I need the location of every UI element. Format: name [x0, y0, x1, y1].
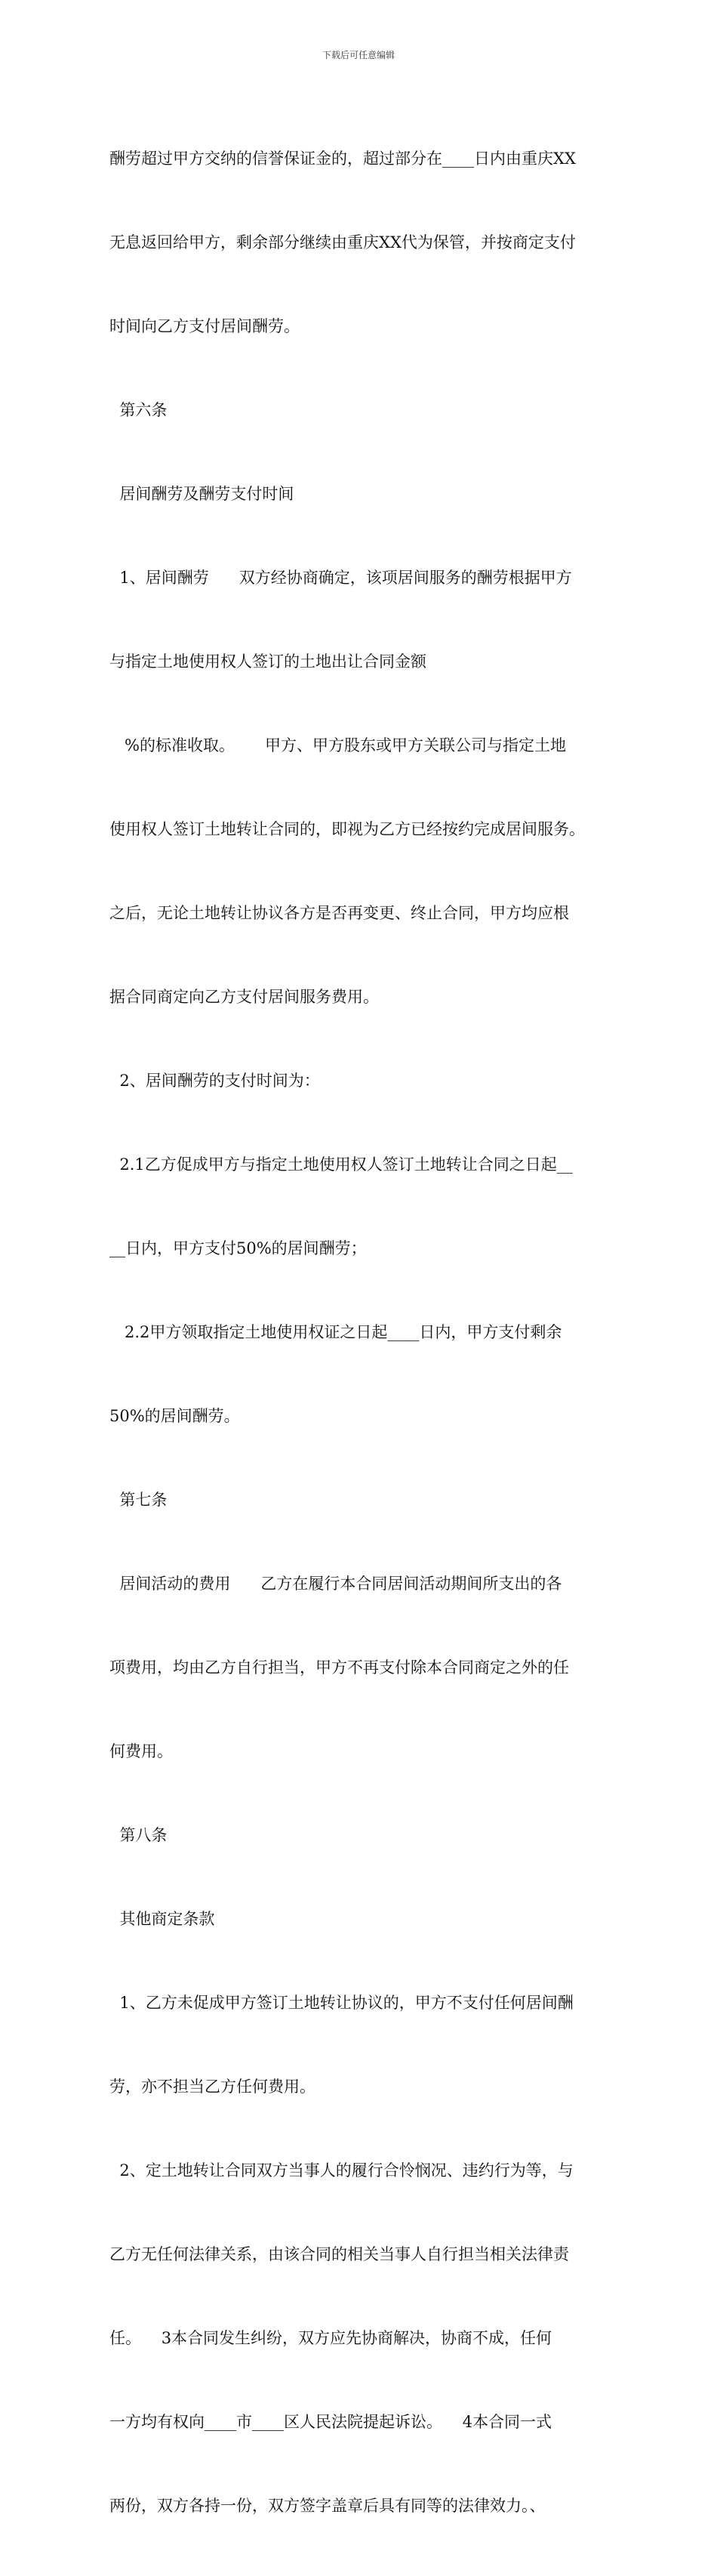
text-line: 2.2甲方领取指定土地使用权证之日起____日内，甲方支付剩余	[109, 1323, 562, 1341]
section-heading: 第八条	[109, 1826, 168, 1844]
text-line: %的标准收取。 甲方、甲方股东或甲方关联公司与指定土地	[109, 736, 567, 754]
text-line: 1、居间酬劳 双方经协商确定，该项居间服务的酬劳根据甲方	[109, 569, 572, 587]
text-line: 时间向乙方支付居间酬劳。	[109, 317, 300, 335]
text-line: 何费用。	[109, 1742, 173, 1760]
text-line: 劳，亦不担当乙方任何费用。	[109, 2078, 315, 2096]
text-line: 酬劳超过甲方交纳的信誉保证金的，超过部分在____日内由重庆XX	[109, 150, 576, 168]
text-line: 乙方无任何法律关系，由该合同的相关当事人自行担当相关法律责	[109, 2245, 569, 2263]
text-line: 一方均有权向____市____区人民法院提起诉讼。 4本合同一式	[109, 2413, 552, 2431]
text-line: 两份，双方各持一份，双方签字盖章后具有同等的法律效力。、	[109, 2497, 546, 2515]
section-title: 居间酬劳及酬劳支付时间	[109, 485, 294, 503]
text-line: 2、居间酬劳的支付时间为：	[109, 1072, 320, 1090]
section-title: 其他商定条款	[109, 1910, 215, 1928]
text-line: 之后，无论土地转让协议各方是否再变更、终止合同，甲方均应根	[109, 904, 569, 922]
text-line: __日内，甲方支付50%的居间酬劳；	[109, 1239, 367, 1257]
text-line: 居间活动的费用 乙方在履行本合同居间活动期间所支出的各	[109, 1575, 562, 1593]
text-line: 50%的居间酬劳。	[109, 1407, 240, 1425]
text-line: 任。 3本合同发生纠纷，双方应先协商解决，协商不成，任何	[109, 2329, 552, 2347]
text-line: 2.1乙方促成甲方与指定土地使用权人签订土地转让合同之日起__	[109, 1155, 573, 1174]
section-heading: 第六条	[109, 401, 168, 419]
text-line: 1、乙方未促成甲方签订土地转让协议的，甲方不支付任何居间酬	[109, 1994, 574, 2012]
text-line: 与指定土地使用权人签订的土地出让合同金额	[109, 652, 426, 671]
text-line: 使用权人签订土地转让合同的，即视为乙方已经按约完成居间服务。	[109, 820, 585, 838]
text-line: 2、定土地转让合同双方当事人的履行合怜悯况、违约行为等，与	[109, 2161, 574, 2180]
text-line: 据合同商定向乙方支付居间服务费用。	[109, 988, 379, 1006]
page-header: 下载后可任意编辑	[322, 50, 395, 60]
text-line: 无息返回给甲方，剩余部分继续由重庆XX代为保管，并按商定支付	[109, 233, 576, 251]
section-heading: 第七条	[109, 1491, 168, 1509]
document-body	[109, 89, 615, 2576]
text-line: 项费用，均由乙方自行担当，甲方不再支付除本合同商定之外的任	[109, 1658, 569, 1677]
